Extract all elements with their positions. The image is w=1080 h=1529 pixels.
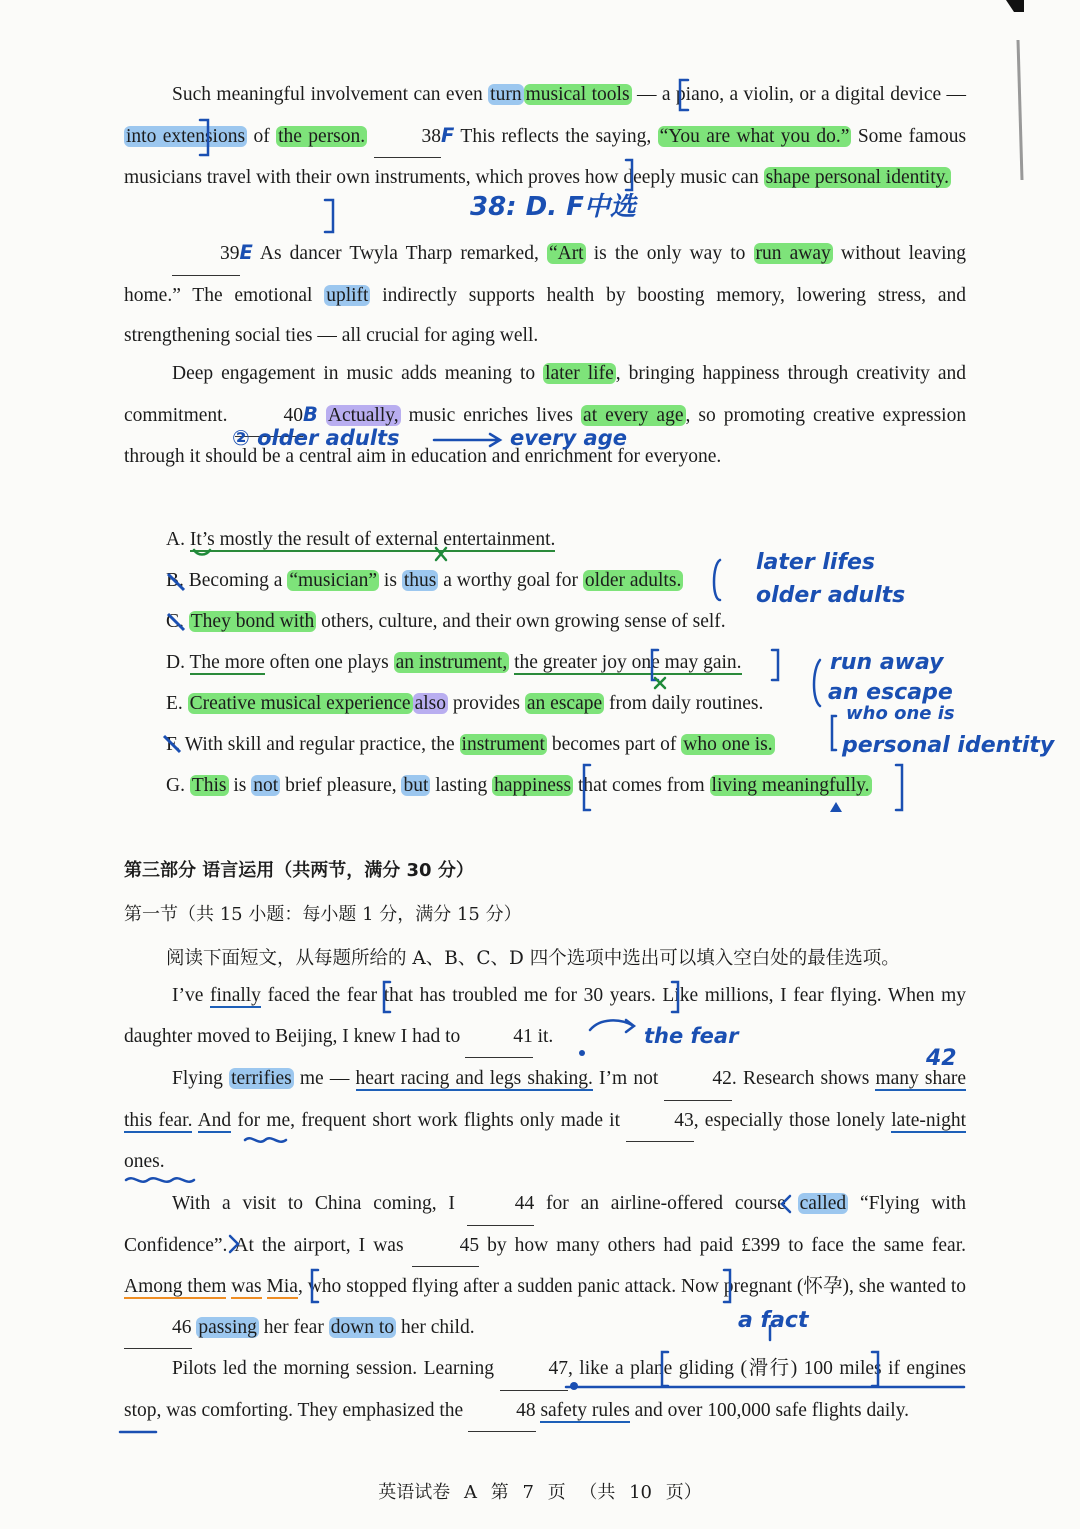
blank-39: 39 (172, 234, 240, 276)
note-an-escape: an escape (828, 680, 953, 705)
blank-48: 48 (468, 1391, 536, 1433)
reading-paragraph-2: 39E As dancer Twyla Tharp remarked, “Art is the only way to run away without leaving home.” The emotional uplift indirectly supports health by boosting memory, lowering stress, and strengthening social ties — all crucial for aging well. (124, 233, 966, 357)
option-c: C. They bond with others, culture, and their own growing sense of self. (166, 611, 726, 632)
blank-43: 43 (626, 1101, 694, 1143)
answer-40: B (302, 402, 318, 426)
option-e: E. Creative musical experience also provides an escape from daily routines. (166, 693, 764, 714)
blank-47: 47 (500, 1349, 568, 1391)
blank-41: 41 (465, 1017, 533, 1059)
cloze-instruction: 阅读下面短文，从每题所给的 A、B、C、D 四个选项中选出可以填入空白处的最佳选项。 (166, 948, 900, 969)
part3-heading: 第三部分 语言运用（共两节，满分 30 分） (124, 860, 474, 881)
cloze-paragraph-3: With a visit to China coming, I 44 for an airline-offered course called “Flying with Confidence”. At the airport, I was 45 by how many others had paid £399 to face the same fear. Among them was Mia, who stopped flying after a sudden panic attack. Now pregnant (怀孕), she wanted to 46 passing her fear down to her child. (124, 1184, 966, 1349)
option-g: G. This is not brief pleasure, but lasting happiness that comes from living meaningfully. (166, 775, 870, 796)
bracket-close-2 (325, 200, 333, 232)
page-corner-mark (1006, 0, 1024, 12)
answer-39: E (239, 241, 253, 264)
cloze-paragraph-2: Flying terrifies me — heart racing and legs shaking. I’m not 42. Research shows many share this fear. And for me, frequent short work flights only made it 43, especially those lonely late-night ones. (124, 1059, 966, 1183)
blank-40: 40 (235, 396, 303, 438)
note-later-lifes: later lifes (756, 550, 876, 575)
blank-46: 46 (124, 1308, 192, 1350)
note-personal-identity: personal identity (842, 733, 1055, 758)
answer-38: F (441, 123, 455, 147)
note-who-one-is: who one is (846, 703, 955, 724)
blank-38: 38 (374, 117, 442, 159)
note-38-answer: 38: D. F中选 (470, 192, 636, 222)
note-40-older-adults: ② older adults (232, 426, 400, 450)
note-older-adults: older adults (756, 583, 906, 608)
option-d: D. The more often one plays an instrument, the greater joy one may gain. (166, 652, 742, 673)
note-a-fact: a fact (738, 1308, 809, 1333)
note-run-away: run away (830, 650, 944, 675)
cloze-paragraph-1: I’ve finally faced the fear that has troubled me for 30 years. Like millions, I fear flying. When my daughter moved to Beijing, I knew I had to 41 it. (124, 976, 966, 1058)
cloze-paragraph-4: Pilots led the morning session. Learning 47, like a plane gliding (滑行) 100 miles if engines stop, was comforting. They emphasized the 48 safety rules and over 100,000 safe flights daily. (124, 1349, 966, 1432)
blank-42: 42 (664, 1059, 732, 1101)
section1-heading: 第一节（共 15 小题：每小题 1 分，满分 15 分） (124, 904, 522, 925)
blank-44: 44 (467, 1184, 535, 1226)
option-b: B. Becoming a “musician” is thus a worthy goal for older adults. (166, 570, 682, 591)
note-the-fear: the fear (644, 1024, 739, 1048)
option-f: F. With skill and regular practice, the instrument becomes part of who one is. (166, 734, 773, 755)
page-footer: 英语试卷 A 第 7 页 （共 10 页） (378, 1482, 702, 1503)
blank-45: 45 (412, 1226, 480, 1268)
reading-paragraph-3: Deep engagement in music adds meaning to later life , bringing happiness through creativity and commitment. 40B Actually, music enriches lives at every age , so promoting creative expression through it should be a central aim in education and enrichment for everyone. (124, 363, 967, 467)
reading-paragraph-1: Such meaningful involvement can even turn musical tools — a piano, a violin, or a digital device — into extensions of the person. 38F This reflects the saying, “You are what you do.” Some famous musicians travel with their own instruments, which proves how deeply music can shape personal identity. (124, 84, 967, 188)
option-a: A. It’s mostly the result of external entertainment. (166, 529, 556, 550)
page-edge-mark (1018, 40, 1022, 180)
note-40-every-age: every age (510, 426, 627, 450)
note-42: 42 (926, 1046, 957, 1071)
